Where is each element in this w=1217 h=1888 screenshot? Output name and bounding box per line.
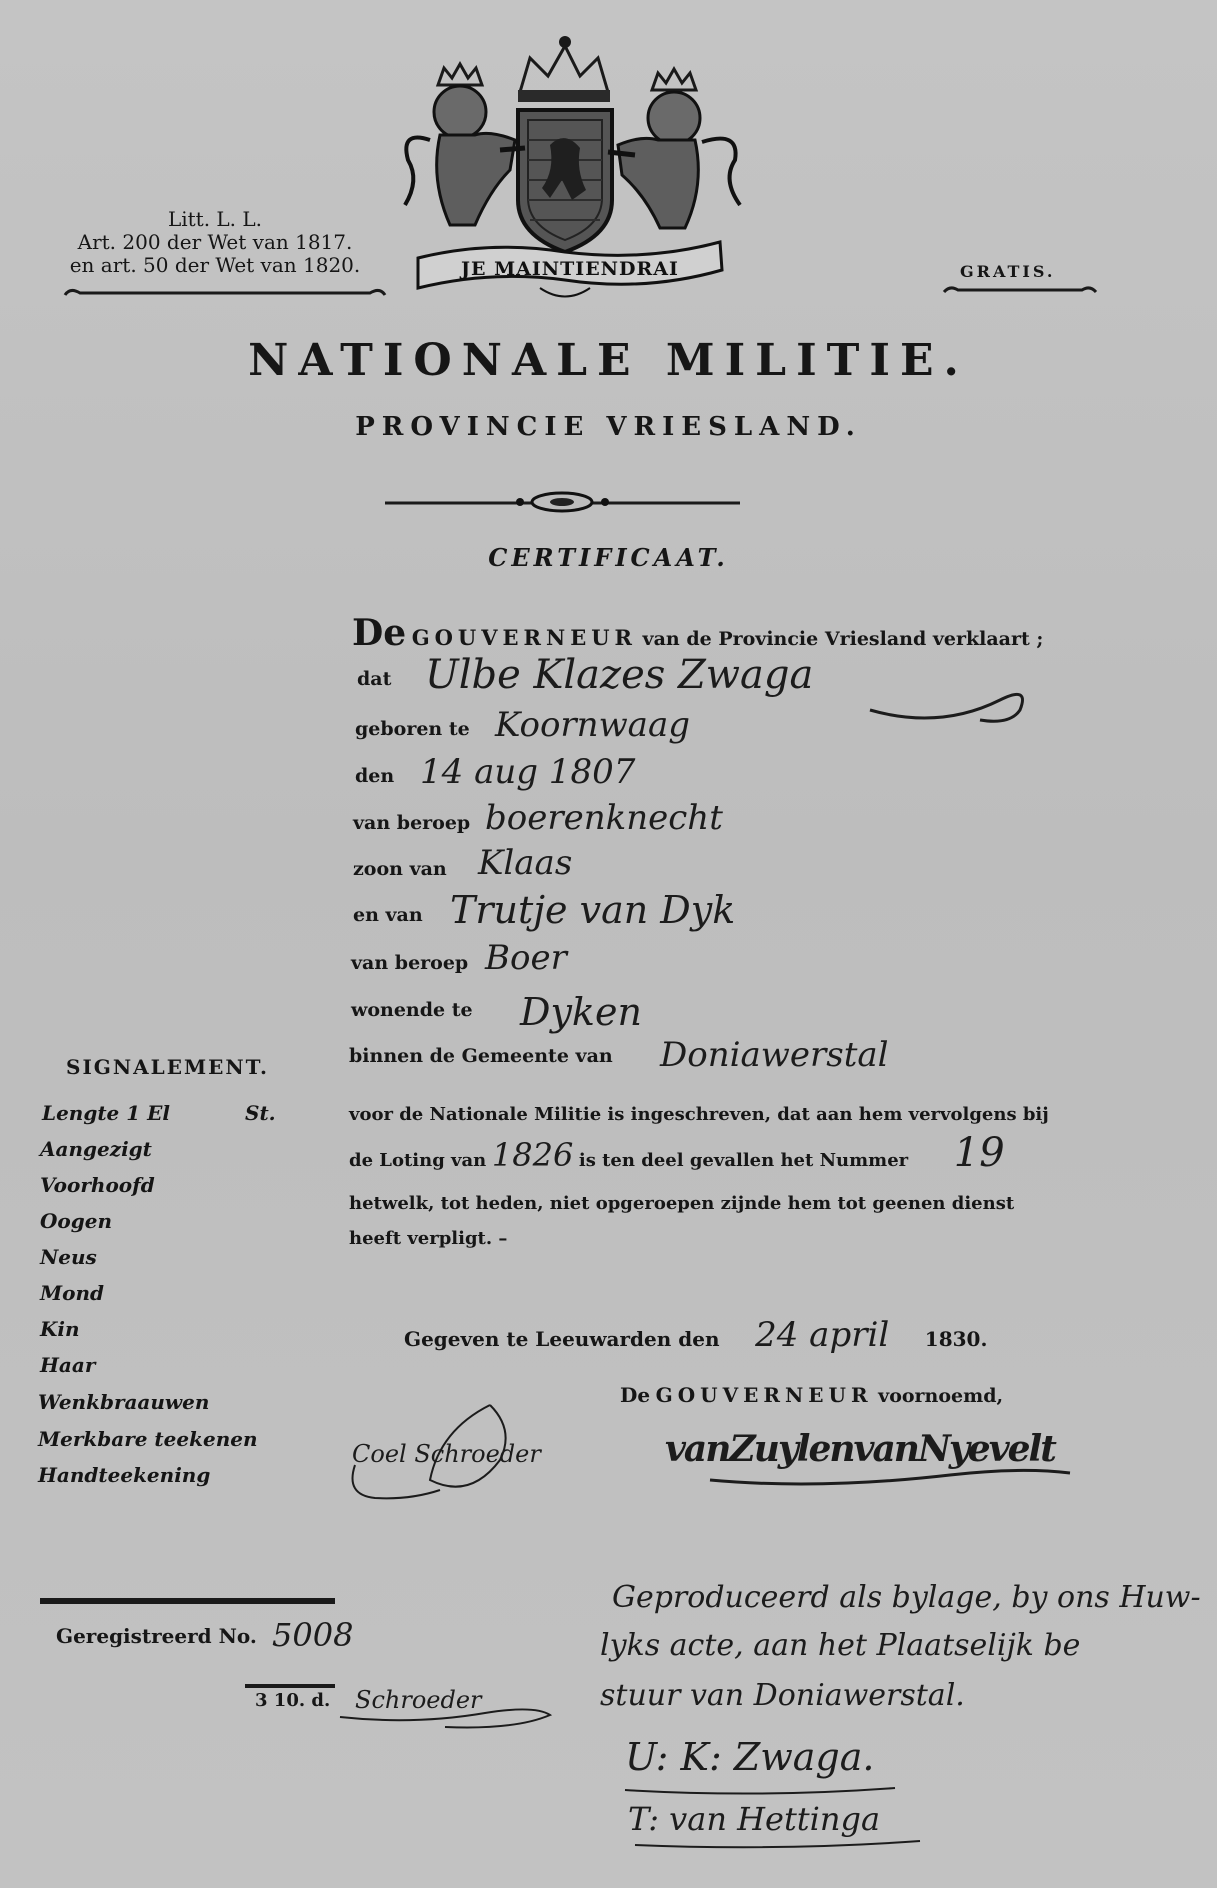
signalement-wenkbraauwen: Wenkbraauwen xyxy=(38,1390,210,1414)
motto-text: JE MAINTIENDRAI xyxy=(461,258,679,280)
field-value-father: Klaas xyxy=(478,843,573,883)
legal-ref-line-1: Litt. L. L. xyxy=(167,207,263,231)
annotation-line-3: stuur van Doniawerstal. xyxy=(600,1678,965,1713)
legal-reference xyxy=(40,208,390,277)
field-label-gemeente: binnen de Gemeente van xyxy=(349,1045,613,1067)
left-signature-loop xyxy=(340,1390,520,1510)
name-flourish xyxy=(860,680,1060,730)
signalement-voorhoofd: Voorhoofd xyxy=(40,1173,155,1197)
field-value-municipality: Doniawerstal xyxy=(660,1035,889,1075)
field-value-birthdate: 14 aug 1807 xyxy=(420,752,636,792)
paragraph-line-3: hetwelk, tot heden, niet opgeroepen zijnde hem tot geenen dienst xyxy=(349,1193,1015,1214)
lot-number: 19 xyxy=(953,1130,1005,1176)
signalement-handteekening: Handteekening xyxy=(38,1463,211,1487)
left-signature: Coel Schroeder xyxy=(352,1440,541,1468)
governor-title: GOUVERNEUR xyxy=(655,1383,873,1407)
document-type: CERTIFICAAT. xyxy=(488,543,729,572)
legal-ref-flourish xyxy=(60,285,390,303)
signalement-title: SIGNALEMENT. xyxy=(66,1055,269,1079)
issued-line xyxy=(404,1315,987,1355)
governor-signature: vanZuylenvanNyevelt xyxy=(665,1428,1055,1470)
issued-prefix: Gegeven te Leeuwarden den xyxy=(404,1327,720,1351)
field-value-name: Ulbe Klazes Zwaga xyxy=(425,652,814,698)
intro-rest: van de Provincie Vriesland verklaart ; xyxy=(642,628,1044,650)
issued-date: 24 april xyxy=(755,1315,890,1355)
coat-of-arms-emblem xyxy=(390,30,770,325)
governor-signature-flourish xyxy=(700,1455,1080,1505)
field-label-zoon-van: zoon van xyxy=(353,858,447,880)
paragraph-line-2 xyxy=(349,1130,1005,1176)
legal-ref-line-2: Art. 200 der Wet van 1817. xyxy=(77,230,353,254)
field-label-den: den xyxy=(355,765,395,787)
signalement-merkbare-teekenen: Merkbare teekenen xyxy=(38,1427,258,1451)
registration-fee: 3 10. d. xyxy=(255,1690,331,1711)
field-label-van-beroep-2: van beroep xyxy=(351,952,469,974)
field-value-residence: Dyken xyxy=(520,990,642,1034)
signalement-st: St. xyxy=(245,1101,276,1125)
registration-number: 5008 xyxy=(272,1616,354,1654)
legal-ref-line-3: en art. 50 der Wet van 1820. xyxy=(69,253,361,277)
annotation-line-1: Geproduceerd als bylage, by ons Huw- xyxy=(612,1580,1201,1615)
annotation-line-2: lyks acte, aan het Plaatselijk be xyxy=(600,1628,1081,1663)
field-label-geboren-te: geboren te xyxy=(355,718,470,740)
registration-rule xyxy=(40,1598,335,1604)
governor-lead: De xyxy=(620,1383,651,1407)
signalement-kin: Kin xyxy=(40,1317,80,1341)
page-subtitle: PROVINCIE VRIESLAND. xyxy=(355,412,862,442)
issued-year: 1830. xyxy=(924,1327,988,1351)
fee-rule xyxy=(245,1684,335,1688)
loting-year: 1826 xyxy=(491,1136,574,1174)
registration-signature: Schroeder xyxy=(355,1686,482,1714)
annotation-signature-1-underline xyxy=(620,1780,900,1800)
field-value-birthplace: Koornwaag xyxy=(495,705,690,745)
gratis-label: GRATIS. xyxy=(960,262,1056,281)
signalement-neus: Neus xyxy=(40,1245,97,1269)
signalement-oogen: Oogen xyxy=(40,1209,113,1233)
gratis-flourish xyxy=(940,283,1100,299)
ornamental-divider xyxy=(385,490,740,514)
field-label-dat: dat xyxy=(357,668,392,690)
governor-label xyxy=(620,1383,1003,1407)
annotation-signature-2-underline xyxy=(630,1835,930,1855)
registration-label: Geregistreerd No. xyxy=(56,1624,257,1648)
intro-gouverneur: GOUVERNEUR xyxy=(411,625,637,650)
field-value-occupation: boerenknecht xyxy=(485,798,723,838)
annotation-signature-1: U: K: Zwaga. xyxy=(625,1735,875,1779)
signalement-haar: Haar xyxy=(40,1353,96,1377)
signalement-aangezigt: Aangezigt xyxy=(40,1137,152,1161)
registration-signature-flourish xyxy=(335,1695,555,1735)
paragraph-line-1: voor de Nationale Militie is ingeschreven, dat aan hem vervolgens bij xyxy=(349,1104,1049,1125)
field-label-van-beroep: van beroep xyxy=(353,812,471,834)
field-label-wonende-te: wonende te xyxy=(351,999,473,1021)
field-label-en-van: en van xyxy=(353,904,423,926)
annotation-signature-2: T: van Hettinga xyxy=(628,1800,881,1838)
paragraph-loting-prefix: de Loting van xyxy=(349,1150,487,1171)
intro-line xyxy=(352,612,1043,654)
paragraph-nummer-prefix: is ten deel gevallen het Nummer xyxy=(578,1150,909,1171)
signalement-lengte: Lengte 1 El xyxy=(42,1101,170,1125)
field-value-mother: Trutje van Dyk xyxy=(450,888,736,932)
signalement-mond: Mond xyxy=(40,1281,105,1305)
field-value-parent-occupation: Boer xyxy=(485,938,567,978)
governor-rest: voornoemd, xyxy=(878,1385,1004,1407)
paragraph-line-4: heeft verpligt. – xyxy=(349,1228,508,1249)
page-title: NATIONALE MILITIE. xyxy=(248,335,969,386)
intro-lead: De xyxy=(352,612,407,654)
